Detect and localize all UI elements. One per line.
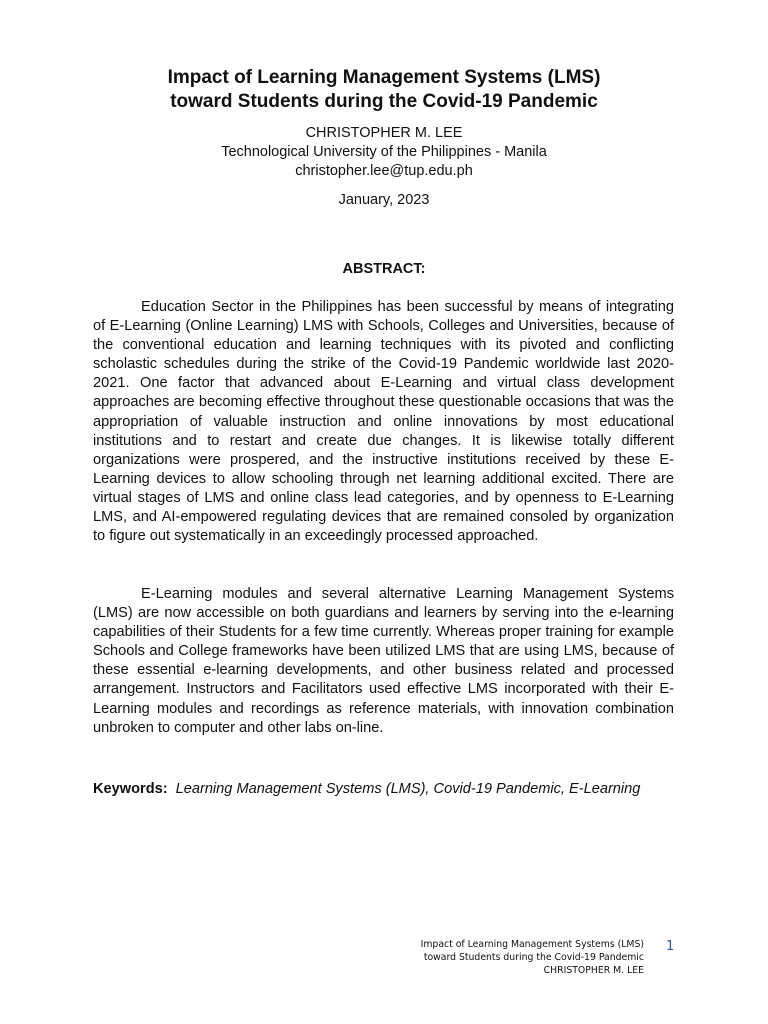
abstract-heading: ABSTRACT:: [342, 261, 426, 277]
footer-author: CHRISTOPHER M. LEE: [543, 965, 644, 976]
abstract-paragraph-1: Education Sector in the Philippines has been successful by means of integrating of E-Learning (Online Learning) LMS with Schools, Colleges and Universities, because of the conventional education and learning techniques with its pivoted and conflicting scholastic schedules during the strike of the Covid-19 Pandemic worldwide last 2020-2021. One factor that advanced about E-Learning and virtual class development approaches are becoming effective throughout these questionable occasions that was the appropriation of valuable instruction and online innovations by most educational institutions and to restart and create due changes. It is likewise totally different organizations were prospered, and the instructive institutions received by these E-Learning devices to allow schooling through net learning additional excited. There are virtual stages of LMS and online class lead categories, and by openness to E-Learning LMS, and AI-empowered regulating devices that are remained consoled by organization to figure out systematically in an exceedingly processed approached.: [93, 299, 674, 545]
footer-line-1: Impact of Learning Management Systems (LMS): [420, 939, 644, 950]
publication-date: January, 2023: [338, 192, 430, 208]
paper-title: [0, 66, 768, 114]
keywords-line: [93, 781, 693, 797]
title-line-2: toward Students during the Covid-19 Pandemic: [170, 91, 598, 112]
page-footer: [421, 938, 644, 977]
author-name: CHRISTOPHER M. LEE: [305, 125, 463, 141]
keywords-text: Learning Management Systems (LMS), Covid-19 Pandemic, E-Learning: [175, 781, 641, 797]
abstract-paragraph-2: E-Learning modules and several alternative Learning Management Systems (LMS) are now accessible on both guardians and learners by serving into the e-learning capabilities of their Students for a few time currently. Whereas proper training for example Schools and College frameworks have been utilized LMS that are using LMS, because of these essential e-learning developments, and other business related and processed arrangement. Instructors and Facilitators used effective LMS incorporated with their E-Learning modules and recordings as reference materials, with innovation combination unbroken to computer and other labs on-line.: [93, 586, 674, 736]
title-line-1: Impact of Learning Management Systems (LMS): [167, 67, 601, 88]
author-block: [0, 124, 768, 181]
keywords-label: Keywords:: [93, 781, 168, 797]
author-affiliation: Technological University of the Philippines - Manila: [221, 144, 547, 160]
page-number: 1: [666, 939, 675, 954]
footer-line-2: toward Students during the Covid-19 Pandemic: [423, 952, 644, 963]
author-email: christopher.lee@tup.edu.ph: [295, 163, 473, 179]
